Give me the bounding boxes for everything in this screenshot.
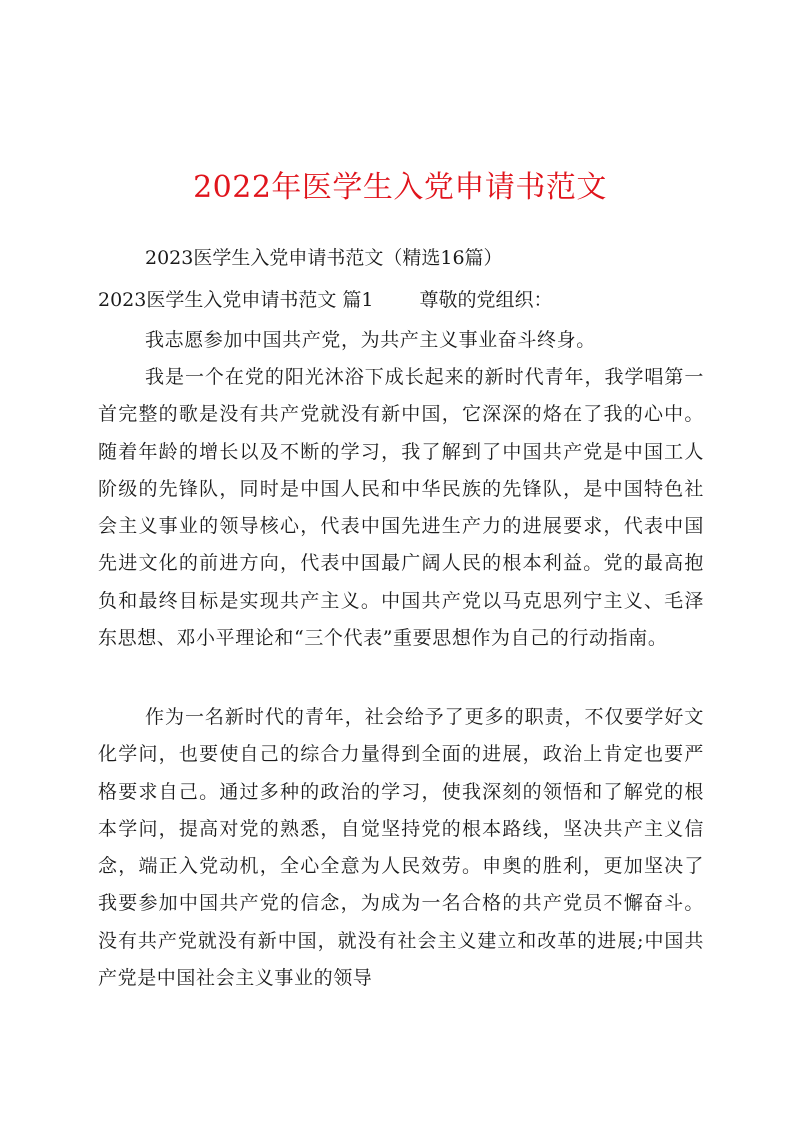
salutation: 尊敬的党组织： — [419, 289, 553, 311]
paragraph: 作为一名新时代的青年，社会给予了更多的职责，不仅要学好文化学问，也要使自己的综合力量得到全面的进展，政治上肯定也要严格要求自己。通过多种的政治的学习，使我深刻的领悟和了解党的根本学问，提高对党的熟悉，自觉坚持党的根本路线，坚决共产主义信念，端正入党动机，全心全意为人民效劳。申奥的胜利，更加坚决了我要参加中国共产党的信念，为成为一名合格的共产党员不懈奋斗。没有共产党就没有新中国，就没有社会主义建立和改革的进展;中国共产党是中国社会主义事业的领导 — [98, 706, 704, 990]
document-subtitle: 2023医学生入党申请书范文（精选16篇） — [145, 247, 503, 269]
section-heading: 2023医学生入党申请书范文 篇1 — [98, 289, 374, 311]
paragraph: 我是一个在党的阳光沐浴下成长起来的新时代青年，我学唱第一首完整的歌是没有共产党就没有新中国，它深深的烙在了我的心中。随着年龄的增长以及不断的学习，我了解到了中国共产党是中国工人阶级的先锋队，同时是中国人民和中华民族的先锋队，是中国特色社会主义事业的领导核心，代表中国先进生产力的进展要求，代表中国先进文化的前进方向，代表中国最广阔人民的根本利益。党的最高抱负和最终目标是实现共产主义。中国共产党以马克思列宁主义、毛泽东思想、邓小平理论和“三个代表”重要思想作为自己的行动指南。 — [98, 366, 704, 650]
document-title: 2022年医学生入党申请书范文 — [193, 170, 607, 205]
paragraph: 我志愿参加中国共产党，为共产主义事业奋斗终身。 — [145, 329, 596, 351]
section-heading-line — [98, 288, 553, 312]
